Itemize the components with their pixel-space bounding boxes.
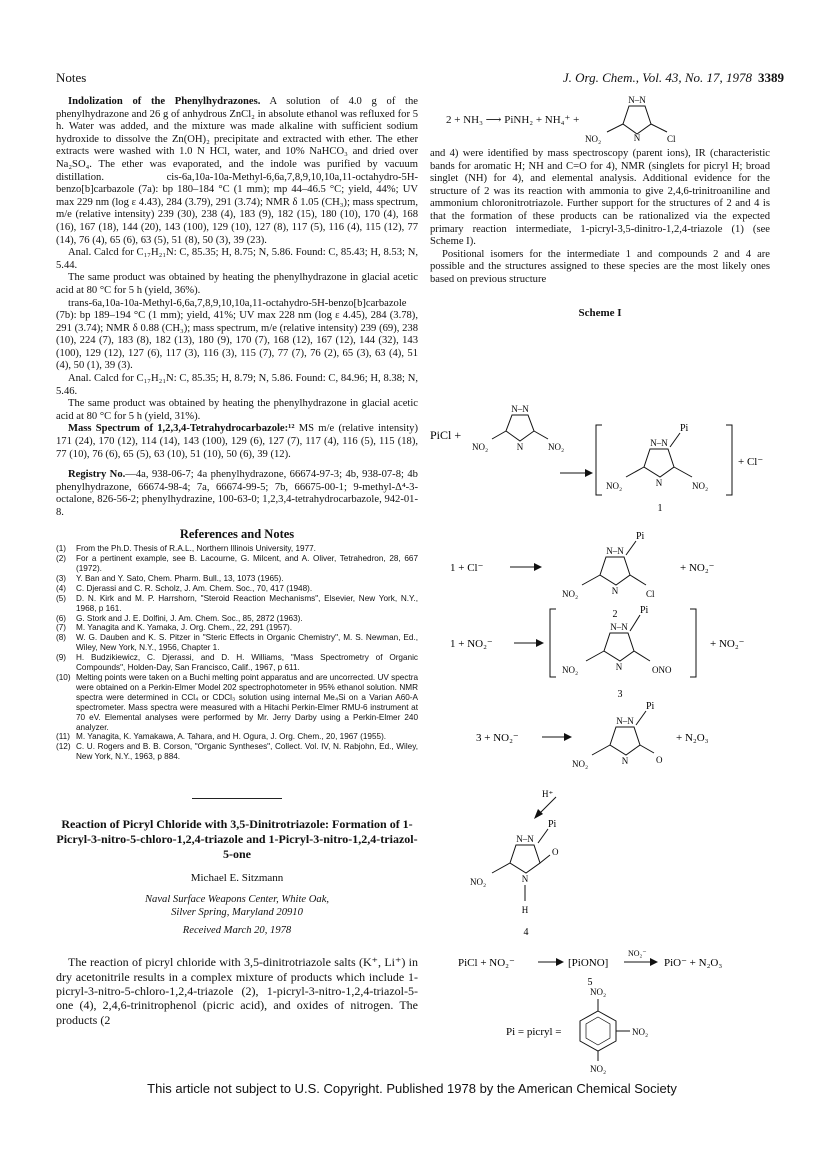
paragraph-mass-spectrum bbox=[56, 423, 418, 461]
registry-heading: Registry No. bbox=[68, 469, 126, 481]
paragraph-mass-spectrum-text: MS m/e (relative intensity) 171 (24), 170 (12), 114 (14), 143 (100), 129 (6), 127 (7), 117 (4), 116 (5), 115 (18), 77 (10), 76 (6), 65 (5), 63 (10), 51 (10), 50 (6), 39 (12). bbox=[56, 423, 418, 460]
arrow-reagent-nitrite: NO₂⁻ bbox=[628, 949, 647, 958]
paragraph-same-product-2: The same product was obtained by heating the phenylhydrazone in glacial acetic acid at 80 °C for 5 h (yield, 31%). bbox=[56, 398, 418, 422]
reference-number: (12) bbox=[56, 742, 71, 752]
compound-4-structure bbox=[470, 819, 559, 915]
reaction-4-reactants: 3 + NO₂⁻ bbox=[476, 732, 519, 744]
section-divider bbox=[192, 798, 282, 799]
paragraph-identification: and 4) were identified by mass spectroscopy (parent ions), IR (characteristic bands for aromatic H; NH and C=O for 4), NMR (singlets for picryl H; broad singlet (NH) for 4), and elemental analysis. Additional evidence for the structure of 2 was its reaction with ammonia to give 2,4,6-trinitroaniline and ammonium chloronitrotriazole. Further support for the structures of 2 and 4 is that the formation of these products can be rationalized via the expected primary reaction intermediate, 1-picryl-3,5-dinitro-1,2,4-triazole (1) (see Scheme I). bbox=[430, 148, 770, 248]
reference-number: (7) bbox=[56, 623, 67, 633]
paragraph-positional-isomers: Positional isomers for the intermediate 1 and compounds 2 and 4 are possible and the structures assigned to these species are the most likely ones based on previous structure bbox=[430, 248, 770, 285]
compound-label-1: 1 bbox=[657, 503, 663, 514]
nn-label: N–N bbox=[628, 95, 647, 105]
plus-nitrite: + NO₂⁻ bbox=[710, 638, 745, 650]
compound-3-structure bbox=[550, 605, 696, 677]
nn-label: N–N bbox=[650, 438, 668, 448]
no2-label: NO₂ bbox=[585, 134, 602, 144]
reaction-5-reactants: PiCl + NO₂⁻ bbox=[458, 957, 515, 969]
reference-text: From the Ph.D. Thesis of R.A.L., Northern Illinois University, 1977. bbox=[76, 544, 316, 554]
no2-label: NO₂ bbox=[590, 1064, 607, 1074]
reference-number: (8) bbox=[56, 633, 67, 643]
affiliation-line-1: Naval Surface Weapons Center, White Oak, bbox=[144, 893, 330, 905]
reference-number: (5) bbox=[56, 593, 67, 603]
references-list bbox=[56, 544, 418, 762]
reference-item bbox=[56, 623, 418, 633]
reference-item bbox=[56, 594, 418, 614]
chloronitrotriazole-anion-structure bbox=[579, 92, 699, 148]
reference-number: (3) bbox=[56, 573, 67, 583]
reference-item bbox=[56, 633, 418, 653]
reference-number: (10) bbox=[56, 672, 71, 682]
scheme-1-diagram bbox=[430, 395, 790, 1075]
compound-label-3: 3 bbox=[617, 689, 623, 700]
pi-label: Pi bbox=[640, 605, 649, 616]
running-head-section: Notes bbox=[56, 70, 87, 85]
nn-label: N–N bbox=[511, 404, 529, 414]
reference-item bbox=[56, 742, 418, 762]
reference-item bbox=[56, 614, 418, 624]
no2-label: NO₂ bbox=[692, 481, 709, 491]
pi-label: Pi bbox=[636, 531, 645, 542]
reference-item bbox=[56, 653, 418, 673]
no2-label: NO₂ bbox=[562, 665, 579, 675]
reference-text: W. G. Dauben and K. S. Pitzer in "Steric Effects in Organic Chemistry", M. S. Newman, Ed., Wiley, New York, N.Y., 1956, Chapter 1. bbox=[76, 633, 418, 653]
picryl-ring-structure bbox=[580, 987, 648, 1074]
reference-item bbox=[56, 554, 418, 574]
n-label: N bbox=[621, 756, 629, 766]
reference-text: M. Yanagita, K. Yamakawa, A. Tahara, and H. Ogura, J. Org. Chem., 20, 1967 (1955). bbox=[76, 732, 387, 742]
triazolone-anion-structure bbox=[572, 701, 663, 769]
nn-label: N–N bbox=[610, 622, 628, 632]
h-label: H bbox=[521, 905, 529, 915]
plus-nitrite: + NO₂⁻ bbox=[680, 562, 715, 574]
no2-label: NO₂ bbox=[472, 442, 489, 452]
n-label: N bbox=[634, 133, 641, 143]
no2-label: NO₂ bbox=[562, 589, 579, 599]
plus-chloride: + Cl⁻ bbox=[738, 456, 764, 468]
author-affiliation bbox=[56, 893, 418, 919]
reference-item bbox=[56, 584, 418, 594]
reference-text: M. Yanagita and K. Yamaka, J. Org. Chem., 22, 291 (1957). bbox=[76, 623, 293, 633]
heading-mass-spectrum: Mass Spectrum of 1,2,3,4-Tetrahydrocarbazole:¹² bbox=[68, 423, 295, 435]
n-label: N bbox=[521, 874, 529, 884]
compound-2-structure bbox=[562, 531, 655, 599]
references-title: References and Notes bbox=[179, 526, 295, 541]
cl-label: Cl bbox=[646, 589, 655, 599]
n-label: N bbox=[655, 478, 663, 488]
reference-number: (2) bbox=[56, 554, 67, 564]
paragraph-7b: trans-6a,10a-10a-Methyl-6,6a,7,8,9,10,10a,11-octahydro-5H-benzo[b]carbazole (7b): bp 189–194 °C (1 mm); yield, 41%; UV max 228 nm (log ε 4.45), 284 (3.78), 291 (3.74); NMR δ 0.88 (CH₃); mass spectrum, m/e (relative intensity) 239 (69), 238 (10), 224 (7), 183 (8), 182 (13), 180 (9), 170 (7), 168 (12), 167 (12), 144 (32), 143 (100), 129 (12), 127 (6), 117 (3), 116 (3), 115 (7), 77 (7), 76 (2), 65 (3), 63 (4), 51 (4), 50 (1), 39 (3). bbox=[56, 297, 418, 372]
journal-citation: J. Org. Chem., Vol. 43, No. 17, 1978 bbox=[562, 70, 752, 85]
compound-label-4: 4 bbox=[523, 927, 529, 938]
picl-plus: PiCl + bbox=[430, 428, 462, 442]
ono-label: ONO bbox=[652, 665, 672, 675]
reference-text: D. N. Kirk and M. P. Harrshorn, "Steroid Reaction Mechanisms", Elsevier, New York, N.Y., 1968, p 161. bbox=[76, 593, 418, 613]
reference-text: C. U. Rogers and B. B. Corson, "Organic Syntheses", Collect. Vol. IV, N. Rabjohn, Ed., Wiley, New York, N.Y., 1963, p 884. bbox=[76, 742, 418, 762]
compound-label-5: 5 bbox=[587, 977, 593, 988]
article-opening-paragraph: The reaction of picryl chloride with 3,5-dinitrotriazole salts (K⁺, Li⁺) in dry acetonitrile results in a complex mixture of products which include 1-picryl-3-nitro-5-chloro-1,2,4-triazole (2), 1-picryl-3-nitro-1,2,4-triazol-5-one (4), 2,4,6-trinitrophenol (picric acid), and oxides of nitrogen. The products (2 bbox=[56, 955, 418, 1027]
ammonia-equation bbox=[430, 92, 770, 148]
pi-label: Pi bbox=[548, 819, 557, 830]
reference-number: (11) bbox=[56, 732, 70, 742]
pi-label: Pi bbox=[680, 423, 689, 434]
article-title: Reaction of Picryl Chloride with 3,5-Dinitrotriazole: Formation of 1-Picryl-3-nitro-5-chloro-1,2,4-triazole and 1-Picryl-3-nitro-1,2,4-triazol-5-one bbox=[56, 817, 418, 862]
paragraph-indolization bbox=[56, 96, 418, 247]
n-label: N bbox=[611, 586, 619, 596]
o-label: O bbox=[656, 755, 663, 765]
nn-label: N–N bbox=[616, 716, 634, 726]
left-column bbox=[56, 96, 418, 1027]
ammonia-equation-text: 2 + NH₃ ⟶ PiNH₂ + NH₄⁺ + bbox=[446, 113, 580, 126]
paragraph-anal-7a: Anal. Calcd for C₁₇H₂₁N: C, 85.35; H, 8.75; N, 5.86. Found: C, 85.43; H, 8.53; N, 5.44. bbox=[56, 247, 418, 271]
affiliation-line-2: Silver Spring, Maryland 20910 bbox=[171, 906, 303, 918]
no2-label: NO₂ bbox=[632, 1027, 649, 1037]
reference-number: (6) bbox=[56, 613, 67, 623]
compound-label-2: 2 bbox=[612, 609, 618, 620]
reference-number: (4) bbox=[56, 583, 67, 593]
right-column bbox=[430, 96, 770, 319]
reference-number: (1) bbox=[56, 544, 67, 554]
no2-label: NO₂ bbox=[548, 442, 565, 452]
picryl-definition: Pi = picryl = bbox=[506, 1026, 562, 1038]
reference-text: G. Stork and J. E. Dolfini, J. Am. Chem. Soc., 85, 2872 (1963). bbox=[76, 613, 303, 623]
page-number: 3389 bbox=[758, 70, 784, 85]
reaction-3-reactants: 1 + NO₂⁻ bbox=[450, 638, 493, 650]
copyright-footer: This article not subject to U.S. Copyright. Published 1978 by the American Chemical Society bbox=[147, 1081, 677, 1096]
paragraph-anal-7b: Anal. Calcd for C₁₇H₂₁N: C, 85.35; H, 8.79; N, 5.86. Found: C, 84.96; H, 8.38; N, 5.46. bbox=[56, 373, 418, 397]
reference-item bbox=[56, 544, 418, 554]
n-label: N bbox=[516, 442, 524, 452]
n-label: N bbox=[615, 662, 623, 672]
reference-item bbox=[56, 732, 418, 742]
reference-text: For a pertinent example, see B. Lacourne, G. Milcent, and A. Oliver, Tetrahedron, 28, 667 (1972). bbox=[76, 554, 418, 573]
no2-label: NO₂ bbox=[572, 759, 589, 769]
no2-label: NO₂ bbox=[606, 481, 623, 491]
pi-label: Pi bbox=[646, 701, 655, 712]
received-date: Received March 20, 1978 bbox=[182, 924, 292, 936]
reference-number: (9) bbox=[56, 653, 67, 663]
reaction-5-products: PiO⁻ + N₂O₃ bbox=[664, 957, 723, 969]
reaction-2-reactants: 1 + Cl⁻ bbox=[450, 562, 484, 574]
nn-label: N–N bbox=[516, 834, 534, 844]
reference-text: H. Budzikiewicz, C. Djerassi, and D. H. Williams, "Mass Spectrometry of Organic Compounds", Holden-Day, San Francisco, Calif., 1967, p 611. bbox=[76, 653, 418, 673]
nn-label: N–N bbox=[606, 546, 624, 556]
paragraph-indolization-text: A solution of 4.0 g of the phenylhydrazone and 26 g of anhydrous ZnCl₂ in absolute ethanol was refluxed for 5 h. Water was added, and the mixture was made alkaline with sufficient sodium hydroxide to dissolve the Zn(OH)₂ precipitate and extracted with ether. The ether extracts were washed with 1.0 N HCl, water, and 10% NaHCO₃ and dried over Na₂SO₄. The ether was evaporated, and the indole was purified by vacuum distillation. cis-6a,10a-10a-Methyl-6,6a,7,8,9,10,10a,11-octahydro-5H-benzo[b]carbazole (7a): bp 180–184 °C (1 mm); mp 44–46.5 °C; yield, 44%; UV max 229 nm (log ε 4.43), 284 (3.79), 291 (3.74); NMR δ 1.05 (CH₃); mass spectrum, m/e (relative intensity) 239 (30), 238 (4), 183 (9), 182 (15), 180 (10), 170 (4), 168 (16), 167 (18), 144 (20), 143 (100), 129 (10), 127 (8), 117 (5), 116 (4), 115 (12), 77 (14), 76 (4), 65 (6), 63 (5), 51 (8), 50 (3), 39 (23). bbox=[56, 96, 418, 246]
registry-text: —4a, 938-06-7; 4a phenylhydrazone, 66674-97-3; 4b, 938-07-8; 4b phenylhydrazone, 66674-98-4; 7a, 66674-99-5; 7b, 66675-00-1; 9-methyl-Δ⁴-3-octalone, 826-56-2; phenylhydrazine, 100-63-0; 1,2,3,4-tetrahydrocarbazole, 942-01-8. bbox=[56, 469, 418, 518]
pinono-intermediate: [PiONO] bbox=[568, 957, 609, 969]
reference-item bbox=[56, 574, 418, 584]
heading-indolization: Indolization of the Phenylhydrazones. bbox=[68, 96, 261, 107]
author-name: Michael E. Sitzmann bbox=[190, 872, 284, 885]
dinitrotriazole-anion bbox=[472, 404, 564, 452]
reference-text: Melting points were taken on a Buchi melting point apparatus and are uncorrected. UV spectra were obtained on a Perkin-Elmer Model 202 spectrophotometer in 95% ethanol solution. NMR spectra were determined in CCl₄ or CDCl₃ solution using internal Me₄Si on a Varian A60-A spectrometer. Mass spectra were measured with a Hitachi Perkin-Elmer RMU-6 instrument at 70 eV. Elemental analyses were performed by Mr. Jerry Darby using a Perkin-Elmer 240 analyzer. bbox=[76, 672, 418, 732]
plus-n2o3: + N₂O₃ bbox=[676, 732, 709, 744]
running-head-journal bbox=[563, 70, 784, 86]
reference-text: Y. Ban and Y. Sato, Chem. Pharm. Bull., 13, 1073 (1965). bbox=[76, 573, 284, 583]
o-label: O bbox=[552, 847, 559, 857]
reference-item bbox=[56, 673, 418, 732]
intermediate-1 bbox=[596, 423, 732, 495]
paragraph-same-product-1: The same product was obtained by heating the phenylhydrazone in glacial acetic acid at 80 °C for 5 h (yield, 36%). bbox=[56, 272, 418, 296]
cl-label: Cl bbox=[667, 134, 676, 144]
registry-numbers bbox=[56, 469, 418, 519]
h-plus-label: H⁺ bbox=[542, 789, 554, 799]
scheme-title: Scheme I bbox=[578, 306, 622, 319]
no2-label: NO₂ bbox=[470, 877, 487, 887]
no2-label: NO₂ bbox=[590, 987, 607, 997]
reference-text: C. Djerassi and C. R. Scholz, J. Am. Chem. Soc., 70, 417 (1948). bbox=[76, 583, 313, 593]
